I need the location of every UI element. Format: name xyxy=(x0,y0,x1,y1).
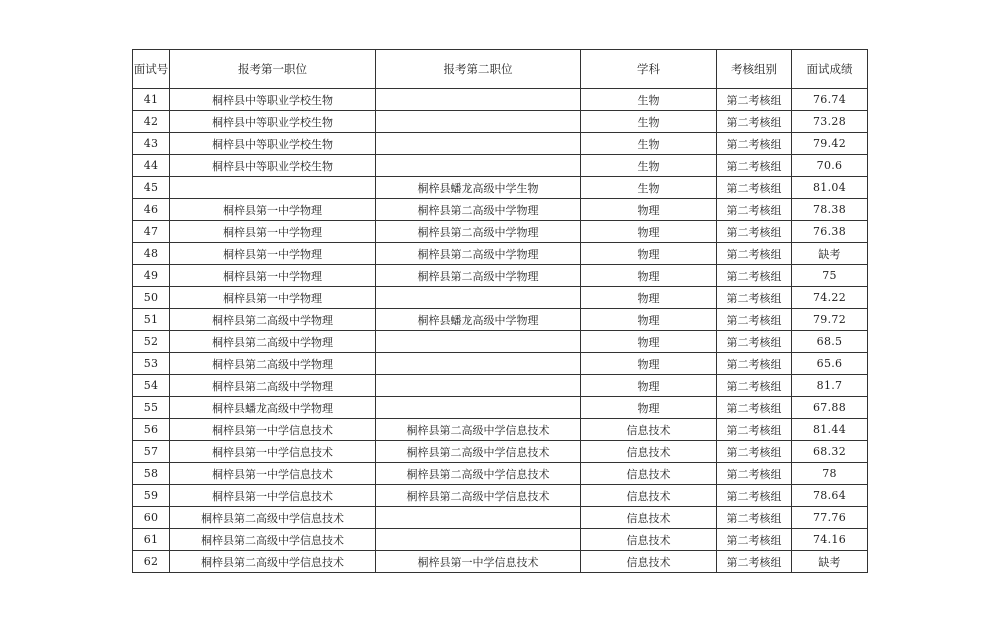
header-subject: 学科 xyxy=(581,50,717,89)
assessment-group-cell: 第二考核组 xyxy=(717,155,792,177)
assessment-group-cell: 第二考核组 xyxy=(717,419,792,441)
assessment-group-cell: 第二考核组 xyxy=(717,485,792,507)
first-position-cell: 桐梓县第一中学信息技术 xyxy=(170,441,376,463)
table-row xyxy=(133,353,868,375)
second-position-cell xyxy=(376,133,581,155)
interview-number-cell: 45 xyxy=(133,177,170,199)
assessment-group-cell: 第二考核组 xyxy=(717,441,792,463)
assessment-group-cell: 第二考核组 xyxy=(717,111,792,133)
second-position-cell xyxy=(376,375,581,397)
table-row xyxy=(133,331,868,353)
second-position-cell: 桐梓县第二高级中学物理 xyxy=(376,199,581,221)
interview-number-cell: 61 xyxy=(133,529,170,551)
interview-number-cell: 54 xyxy=(133,375,170,397)
table-row xyxy=(133,133,868,155)
table-row xyxy=(133,287,868,309)
header-interview-number: 面试号 xyxy=(133,50,170,89)
interview-score-cell: 75 xyxy=(792,265,868,287)
subject-cell: 物理 xyxy=(581,199,717,221)
subject-cell: 物理 xyxy=(581,375,717,397)
interview-number-cell: 43 xyxy=(133,133,170,155)
first-position-cell: 桐梓县蟠龙高级中学物理 xyxy=(170,397,376,419)
first-position-cell: 桐梓县第二高级中学物理 xyxy=(170,353,376,375)
interview-number-cell: 53 xyxy=(133,353,170,375)
interview-score-cell: 65.6 xyxy=(792,353,868,375)
assessment-group-cell: 第二考核组 xyxy=(717,199,792,221)
table-row xyxy=(133,375,868,397)
first-position-cell: 桐梓县中等职业学校生物 xyxy=(170,155,376,177)
interview-score-cell: 68.32 xyxy=(792,441,868,463)
table-row xyxy=(133,243,868,265)
first-position-cell: 桐梓县第二高级中学物理 xyxy=(170,331,376,353)
second-position-cell xyxy=(376,155,581,177)
second-position-cell xyxy=(376,331,581,353)
second-position-cell xyxy=(376,353,581,375)
first-position-cell: 桐梓县中等职业学校生物 xyxy=(170,133,376,155)
second-position-cell xyxy=(376,89,581,111)
second-position-cell: 桐梓县蟠龙高级中学物理 xyxy=(376,309,581,331)
assessment-group-cell: 第二考核组 xyxy=(717,133,792,155)
table-row xyxy=(133,397,868,419)
first-position-cell: 桐梓县中等职业学校生物 xyxy=(170,89,376,111)
second-position-cell xyxy=(376,529,581,551)
subject-cell: 信息技术 xyxy=(581,507,717,529)
interview-number-cell: 44 xyxy=(133,155,170,177)
assessment-group-cell: 第二考核组 xyxy=(717,353,792,375)
header-interview-score: 面试成绩 xyxy=(792,50,868,89)
subject-cell: 信息技术 xyxy=(581,551,717,573)
assessment-group-cell: 第二考核组 xyxy=(717,463,792,485)
second-position-cell xyxy=(376,397,581,419)
interview-number-cell: 56 xyxy=(133,419,170,441)
table-row xyxy=(133,507,868,529)
first-position-cell: 桐梓县中等职业学校生物 xyxy=(170,111,376,133)
table-row xyxy=(133,309,868,331)
interview-score-cell: 79.72 xyxy=(792,309,868,331)
table-row xyxy=(133,221,868,243)
interview-number-cell: 42 xyxy=(133,111,170,133)
first-position-cell: 桐梓县第二高级中学信息技术 xyxy=(170,507,376,529)
interview-score-cell: 缺考 xyxy=(792,551,868,573)
interview-number-cell: 48 xyxy=(133,243,170,265)
interview-score-cell: 76.38 xyxy=(792,221,868,243)
subject-cell: 信息技术 xyxy=(581,485,717,507)
interview-score-table xyxy=(132,49,868,573)
interview-number-cell: 51 xyxy=(133,309,170,331)
subject-cell: 信息技术 xyxy=(581,441,717,463)
interview-score-cell: 76.74 xyxy=(792,89,868,111)
interview-number-cell: 59 xyxy=(133,485,170,507)
subject-cell: 信息技术 xyxy=(581,463,717,485)
table-row xyxy=(133,441,868,463)
assessment-group-cell: 第二考核组 xyxy=(717,529,792,551)
interview-score-cell: 缺考 xyxy=(792,243,868,265)
table-header-row xyxy=(133,50,868,89)
interview-number-cell: 62 xyxy=(133,551,170,573)
first-position-cell: 桐梓县第一中学物理 xyxy=(170,221,376,243)
interview-number-cell: 57 xyxy=(133,441,170,463)
assessment-group-cell: 第二考核组 xyxy=(717,397,792,419)
subject-cell: 物理 xyxy=(581,265,717,287)
subject-cell: 信息技术 xyxy=(581,529,717,551)
assessment-group-cell: 第二考核组 xyxy=(717,243,792,265)
first-position-cell: 桐梓县第二高级中学物理 xyxy=(170,375,376,397)
assessment-group-cell: 第二考核组 xyxy=(717,331,792,353)
interview-score-cell: 79.42 xyxy=(792,133,868,155)
subject-cell: 物理 xyxy=(581,331,717,353)
subject-cell: 物理 xyxy=(581,221,717,243)
interview-score-cell: 74.22 xyxy=(792,287,868,309)
interview-number-cell: 46 xyxy=(133,199,170,221)
header-first-position: 报考第一职位 xyxy=(170,50,376,89)
subject-cell: 生物 xyxy=(581,155,717,177)
assessment-group-cell: 第二考核组 xyxy=(717,551,792,573)
assessment-group-cell: 第二考核组 xyxy=(717,375,792,397)
interview-number-cell: 55 xyxy=(133,397,170,419)
interview-score-cell: 78 xyxy=(792,463,868,485)
second-position-cell xyxy=(376,111,581,133)
table-row xyxy=(133,111,868,133)
first-position-cell: 桐梓县第一中学信息技术 xyxy=(170,485,376,507)
interview-score-cell: 81.7 xyxy=(792,375,868,397)
assessment-group-cell: 第二考核组 xyxy=(717,507,792,529)
first-position-cell: 桐梓县第一中学信息技术 xyxy=(170,463,376,485)
assessment-group-cell: 第二考核组 xyxy=(717,265,792,287)
interview-score-cell: 78.38 xyxy=(792,199,868,221)
interview-score-cell: 81.44 xyxy=(792,419,868,441)
subject-cell: 物理 xyxy=(581,353,717,375)
table-row xyxy=(133,199,868,221)
assessment-group-cell: 第二考核组 xyxy=(717,287,792,309)
table-row xyxy=(133,551,868,573)
table-row xyxy=(133,485,868,507)
subject-cell: 生物 xyxy=(581,133,717,155)
interview-score-cell: 78.64 xyxy=(792,485,868,507)
table-row xyxy=(133,177,868,199)
second-position-cell: 桐梓县第二高级中学信息技术 xyxy=(376,419,581,441)
first-position-cell: 桐梓县第二高级中学物理 xyxy=(170,309,376,331)
interview-number-cell: 60 xyxy=(133,507,170,529)
interview-score-cell: 73.28 xyxy=(792,111,868,133)
second-position-cell: 桐梓县蟠龙高级中学生物 xyxy=(376,177,581,199)
table-row xyxy=(133,463,868,485)
table-row xyxy=(133,419,868,441)
first-position-cell: 桐梓县第一中学信息技术 xyxy=(170,419,376,441)
table-row xyxy=(133,529,868,551)
table-body xyxy=(133,89,868,573)
assessment-group-cell: 第二考核组 xyxy=(717,309,792,331)
assessment-group-cell: 第二考核组 xyxy=(717,177,792,199)
assessment-group-cell: 第二考核组 xyxy=(717,221,792,243)
interview-number-cell: 50 xyxy=(133,287,170,309)
subject-cell: 信息技术 xyxy=(581,419,717,441)
interview-number-cell: 47 xyxy=(133,221,170,243)
interview-score-cell: 81.04 xyxy=(792,177,868,199)
first-position-cell: 桐梓县第二高级中学信息技术 xyxy=(170,529,376,551)
subject-cell: 物理 xyxy=(581,397,717,419)
first-position-cell: 桐梓县第一中学物理 xyxy=(170,287,376,309)
score-sheet xyxy=(132,49,867,573)
interview-score-cell: 68.5 xyxy=(792,331,868,353)
second-position-cell: 桐梓县第二高级中学物理 xyxy=(376,243,581,265)
interview-score-cell: 67.88 xyxy=(792,397,868,419)
second-position-cell: 桐梓县第二高级中学物理 xyxy=(376,221,581,243)
subject-cell: 生物 xyxy=(581,111,717,133)
second-position-cell: 桐梓县第一中学信息技术 xyxy=(376,551,581,573)
second-position-cell: 桐梓县第二高级中学信息技术 xyxy=(376,485,581,507)
subject-cell: 生物 xyxy=(581,177,717,199)
interview-number-cell: 52 xyxy=(133,331,170,353)
table-row xyxy=(133,89,868,111)
first-position-cell: 桐梓县第二高级中学信息技术 xyxy=(170,551,376,573)
interview-number-cell: 58 xyxy=(133,463,170,485)
table-row xyxy=(133,155,868,177)
subject-cell: 物理 xyxy=(581,243,717,265)
interview-score-cell: 77.76 xyxy=(792,507,868,529)
first-position-cell xyxy=(170,177,376,199)
interview-score-cell: 74.16 xyxy=(792,529,868,551)
assessment-group-cell: 第二考核组 xyxy=(717,89,792,111)
second-position-cell: 桐梓县第二高级中学物理 xyxy=(376,265,581,287)
header-second-position: 报考第二职位 xyxy=(376,50,581,89)
interview-number-cell: 41 xyxy=(133,89,170,111)
first-position-cell: 桐梓县第一中学物理 xyxy=(170,265,376,287)
interview-number-cell: 49 xyxy=(133,265,170,287)
subject-cell: 生物 xyxy=(581,89,717,111)
subject-cell: 物理 xyxy=(581,309,717,331)
first-position-cell: 桐梓县第一中学物理 xyxy=(170,243,376,265)
table-row xyxy=(133,265,868,287)
header-assessment-group: 考核组别 xyxy=(717,50,792,89)
second-position-cell: 桐梓县第二高级中学信息技术 xyxy=(376,463,581,485)
second-position-cell xyxy=(376,507,581,529)
subject-cell: 物理 xyxy=(581,287,717,309)
second-position-cell xyxy=(376,287,581,309)
first-position-cell: 桐梓县第一中学物理 xyxy=(170,199,376,221)
interview-score-cell: 70.6 xyxy=(792,155,868,177)
second-position-cell: 桐梓县第二高级中学信息技术 xyxy=(376,441,581,463)
